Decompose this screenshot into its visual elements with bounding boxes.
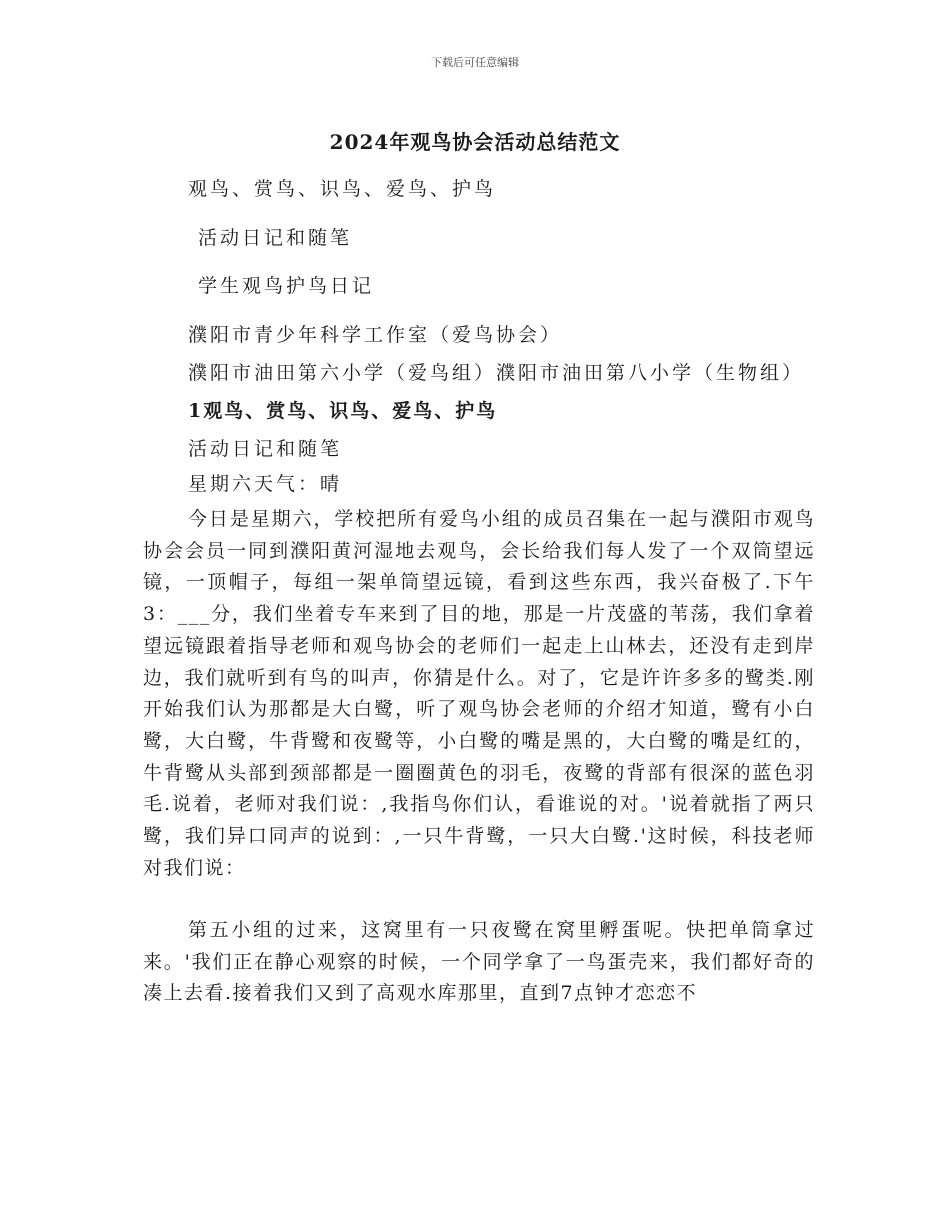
subtitle-line: 活动日记和随笔 [198,227,353,249]
subtitle-line: 学生观鸟护鸟日记 [198,275,375,297]
organization-line: 濮阳市油田第六小学（爱鸟组）濮阳市油田第八小学（生物组） [188,362,805,384]
weather-line: 星期六天气：晴 [188,473,343,495]
section-subheading: 活动日记和随笔 [188,438,343,460]
body-paragraph: 第五小组的过来，这窝里有一只夜鹭在窝里孵蛋呢。快把单筒拿过来。'我们正在静心观察的时候，一个同学拿了一鸟蛋壳来，我们都好奇的凑上去看.接着我们又到了高观水库那里，直到7点钟才恋恋不 [143,919,815,1005]
document-title: 2024年观鸟协会活动总结范文 [329,130,621,154]
section-heading: 1观鸟、赏鸟、识鸟、爱鸟、护鸟 [188,400,498,422]
organization-line: 濮阳市青少年科学工作室（爱鸟协会） [188,324,563,346]
header-note: 下载后可任意编辑 [431,56,519,69]
subtitle-line: 观鸟、赏鸟、识鸟、爱鸟、护鸟 [188,178,497,200]
body-paragraph: 今日是星期六，学校把所有爱鸟小组的成员召集在一起与濮阳市观鸟协会会员一同到濮阳黄河湿地去观鸟，会长给我们每人发了一个双筒望远镜，一顶帽子，每组一架单筒望远镜，看到这些东西，我兴奋极了.下午3：___分，我们坐着专车来到了目的地，那是一片茂盛的苇荡，我们拿着望远镜跟着指导老师和观鸟协会的老师们一起走上山林去，还没有走到岸边，我们就听到有鸟的叫声，你猜是什么。对了，它是许许多多的鹭类.刚开始我们认为那都是大白鹭，听了观鸟协会老师的介绍才知道，鹭有小白鹭，大白鹭，牛背鹭和夜鹭等，小白鹭的嘴是黑的，大白鹭的嘴是红的，牛背鹭从头部到颈部都是一圈圈黄色的羽毛，夜鹭的背部有很深的蓝色羽毛.说着，老师对我们说：,我指鸟你们认，看谁说的对。'说着就指了两只鹭，我们异口同声的说到：,一只牛背鹭，一只大白鹭.'这时候，科技老师对我们说： [143,508,815,879]
